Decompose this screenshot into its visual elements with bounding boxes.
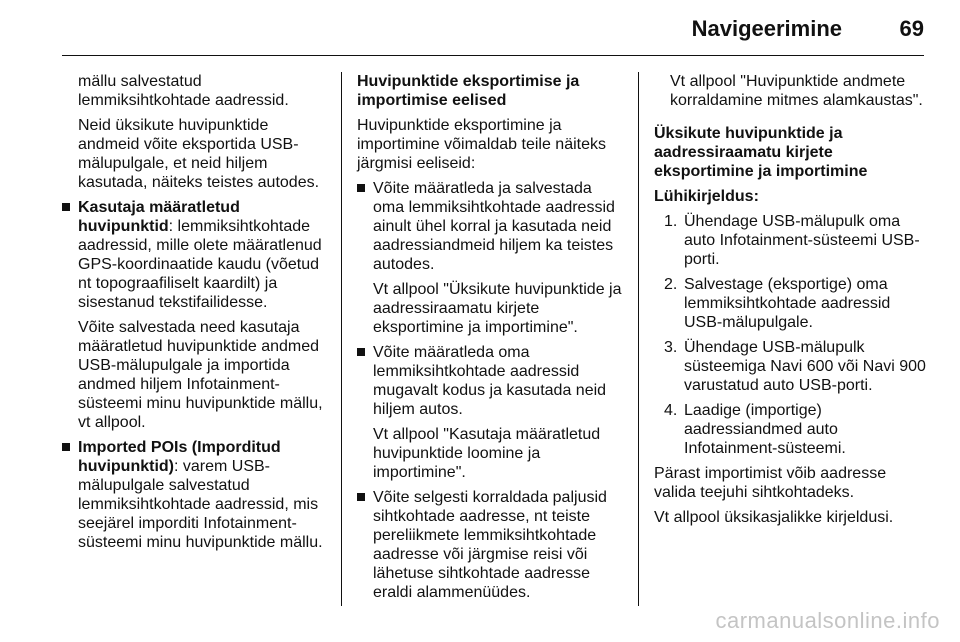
step-number: 1. xyxy=(664,213,678,230)
page-header xyxy=(0,0,960,56)
paragraph: Võite määratleda oma lemmiksihtkohtade aadressid mugavalt kodus ja kasutada neid hiljem autos. xyxy=(373,344,607,418)
step-number: 4. xyxy=(664,402,678,419)
page-number: 69 xyxy=(899,16,924,41)
square-bullet-icon xyxy=(357,493,365,501)
list-item xyxy=(62,198,334,432)
numbered-step xyxy=(654,401,926,458)
step-number: 3. xyxy=(664,339,678,356)
cross-reference: Vt allpool "Kasutaja määratletud huvipunktide loomine ja importimine". xyxy=(373,426,601,481)
square-bullet-icon xyxy=(62,443,70,451)
numbered-step xyxy=(654,212,926,269)
paragraph: Huvipunktide eksportimine ja importimine võimaldab teile näiteks järgmisi eeliseid: xyxy=(357,117,606,172)
paragraph: Võite salvestada need kasutaja määratletud huvipunktide andmed USB-mälupulgale ja importida andmed hiljem Infotainment-süsteemi minu huvipunktide mällu, vt allpool. xyxy=(78,319,323,431)
numbered-step xyxy=(654,338,926,395)
paragraph: mällu salvestatud lemmiksihtkohtade aadressid. xyxy=(78,73,289,109)
list-item xyxy=(62,438,334,552)
square-bullet-icon xyxy=(62,203,70,211)
step-text: Ühendage USB-mälupulk süsteemiga Navi 600 või Navi 900 varustatud auto USB-porti. xyxy=(684,339,926,394)
list-item xyxy=(357,343,627,482)
watermark: carmanualsonline.info xyxy=(715,608,940,633)
cross-reference: Vt allpool "Huvipunktide andmete korraldamine mitmes alamkaustas". xyxy=(670,73,923,109)
numbered-step xyxy=(654,275,926,332)
column-divider xyxy=(638,72,639,606)
paragraph: Vt allpool üksikasjalikke kirjeldusi. xyxy=(654,509,894,526)
list-item xyxy=(357,179,627,337)
paragraph xyxy=(78,198,334,312)
column-right xyxy=(654,72,926,533)
header-rule xyxy=(62,55,924,56)
column-divider xyxy=(341,72,342,606)
list-item xyxy=(357,488,627,602)
paragraph: Neid üksikute huvipunktide andmeid võite eksportida USB-mälupulgale, et neid hiljem kasutada, näiteks teistes autodes. xyxy=(78,117,320,191)
step-text: Salvestage (eksportige) oma lemmiksihtkohtade aadressid USB-mälupulgale. xyxy=(684,276,891,331)
bold-term: Kasutaja määratletud huvipunktid xyxy=(78,199,240,235)
cross-reference: Vt allpool "Üksikute huvipunktide ja aadressiraamatu kirjete eksportimine ja importimine". xyxy=(373,281,622,336)
step-text: Ühendage USB-mälupulk oma auto Infotainment-süsteemi USB-porti. xyxy=(684,213,920,268)
step-text: Laadige (importige) aadressiandmed auto Infotainment-süsteemi. xyxy=(684,402,846,457)
paragraph: Võite määratleda ja salvestada oma lemmiksihtkohtade aadressid ainult ühel korral ja kasutada neid aadressiandmeid hiljem ka teistes autodes. xyxy=(373,180,615,273)
step-number: 2. xyxy=(664,276,678,293)
subheading: Lühikirjeldus: xyxy=(654,188,759,205)
square-bullet-icon xyxy=(357,184,365,192)
section-heading: Üksikute huvipunktide ja aadressiraamatu kirjete eksportimine ja importimine xyxy=(654,125,868,180)
paragraph: Pärast importimist võib aadresse valida teejuhi sihtkohtadeks. xyxy=(654,465,887,501)
column-left xyxy=(62,72,334,558)
bold-term: Imported POIs (Imporditud huvipunktid) xyxy=(78,439,281,475)
term-description: : varem USB-mälupulgale salvestatud lemmiksihtkohtade aadressid, mis seejärel imporditi Infotainment-süsteemi minu huvipunktide mällu. xyxy=(78,458,323,551)
term-description: : lemmiksihtkohtade aadressid, mille olete määratlenud GPS-koordinaatide kaudu (võetud nt topograafiliselt kaardilt) ja sisestanud tekstifailidesse. xyxy=(78,218,322,311)
section-heading: Huvipunktide eksportimise ja importimise eelised xyxy=(357,73,580,109)
paragraph: Võite selgesti korraldada paljusid sihtkohtade aadresse, nt teiste pereliikmete lemmiksihtkohtade aadresse või järgmise reisi või lähetuse sihtkohtade aadresse eraldi alammenüüdes. xyxy=(373,489,607,601)
paragraph xyxy=(78,438,334,552)
square-bullet-icon xyxy=(357,348,365,356)
page-title: Navigeerimine xyxy=(691,16,842,41)
column-middle xyxy=(357,72,627,608)
